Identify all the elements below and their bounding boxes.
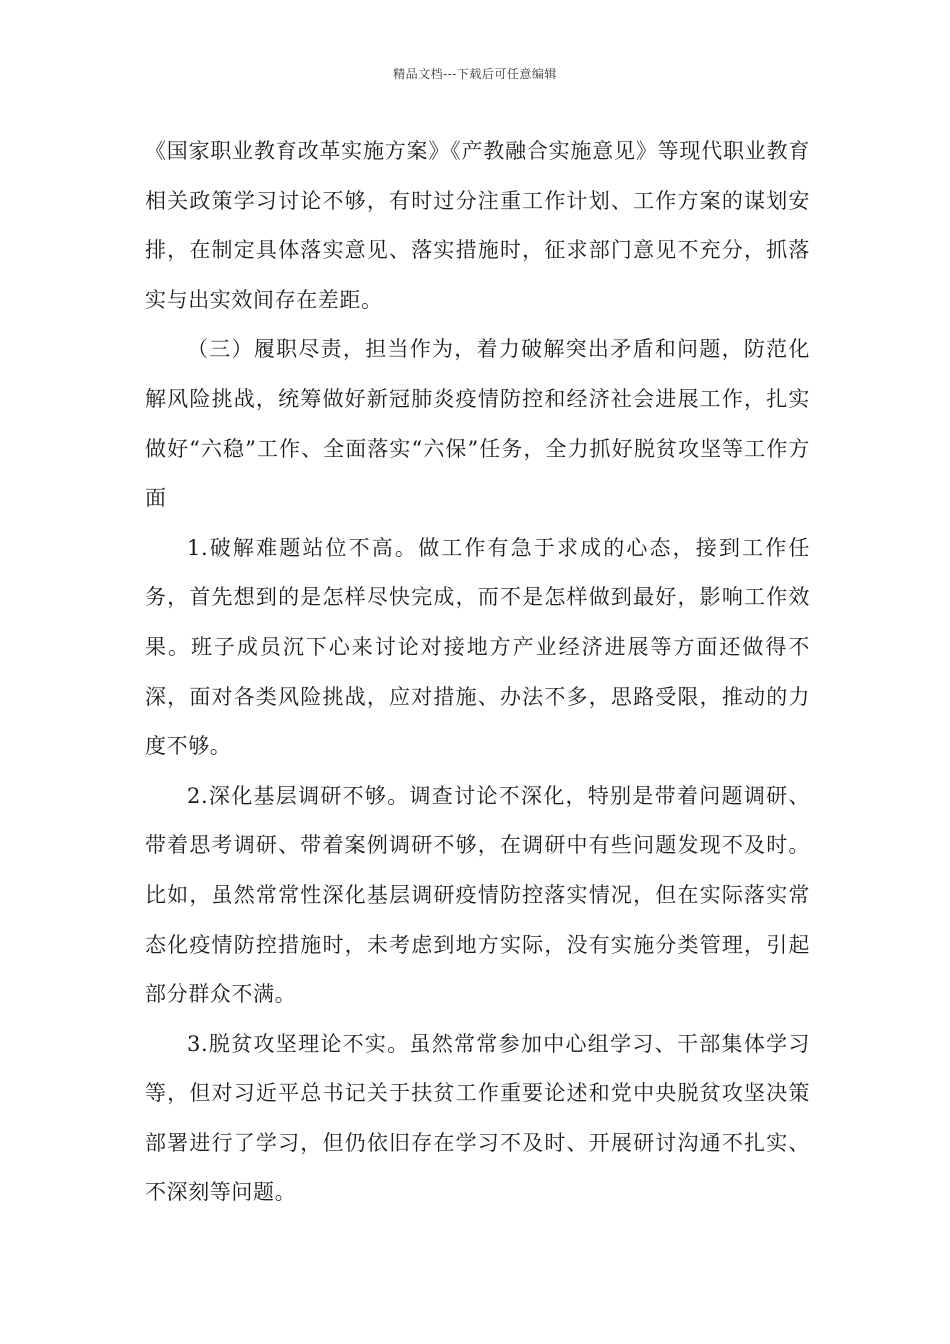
paragraph-section-three-heading: （三）履职尽责，担当作为，着力破解突出矛盾和问题，防范化解风险挑战，统筹做好新冠肺炎疫情防控和经济社会进展工作，扎实做好“六稳”工作、全面落实“六保”任务，全力抓好脱贫攻坚等工作方面 [145,337,810,511]
page-header: 精品文档---下载后可任意编辑 [393,67,557,81]
paragraph-item-2: 2.深化基层调研不够。调查讨论不深化，特别是带着问题调研、带着思考调研、带着案例调研不够，在调研中有些问题发现不及时。比如，虽然常常性深化基层调研疫情防控落实情况，但在实际落实常态化疫情防控措施时，未考虑到地方实际，没有实施分类管理，引起部分群众不满。 [145,783,810,1007]
document-body [145,127,810,1218]
paragraph-item-3: 3.脱贫攻坚理论不实。虽然常常参加中心组学习、干部集体学习等，但对习近平总书记关于扶贫工作重要论述和党中央脱贫攻坚决策部署进行了学习，但仍依旧存在学习不及时、开展研讨沟通不扎实、不深刻等问题。 [145,1031,810,1205]
paragraph-policy-study: 《国家职业教育改革实施方案》《产教融合实施意见》等现代职业教育相关政策学习讨论不够，有时过分注重工作计划、工作方案的谋划安排，在制定具体落实意见、落实措施时，征求部门意见不充分，抓落实与出实效间存在差距。 [145,139,810,312]
paragraph-item-1: 1.破解难题站位不高。做工作有急于求成的心态，接到工作任务，首先想到的是怎样尽快完成，而不是怎样做到最好，影响工作效果。班子成员沉下心来讨论对接地方产业经济进展等方面还做得不深，面对各类风险挑战，应对措施、办法不多，思路受限，推动的力度不够。 [145,535,810,759]
